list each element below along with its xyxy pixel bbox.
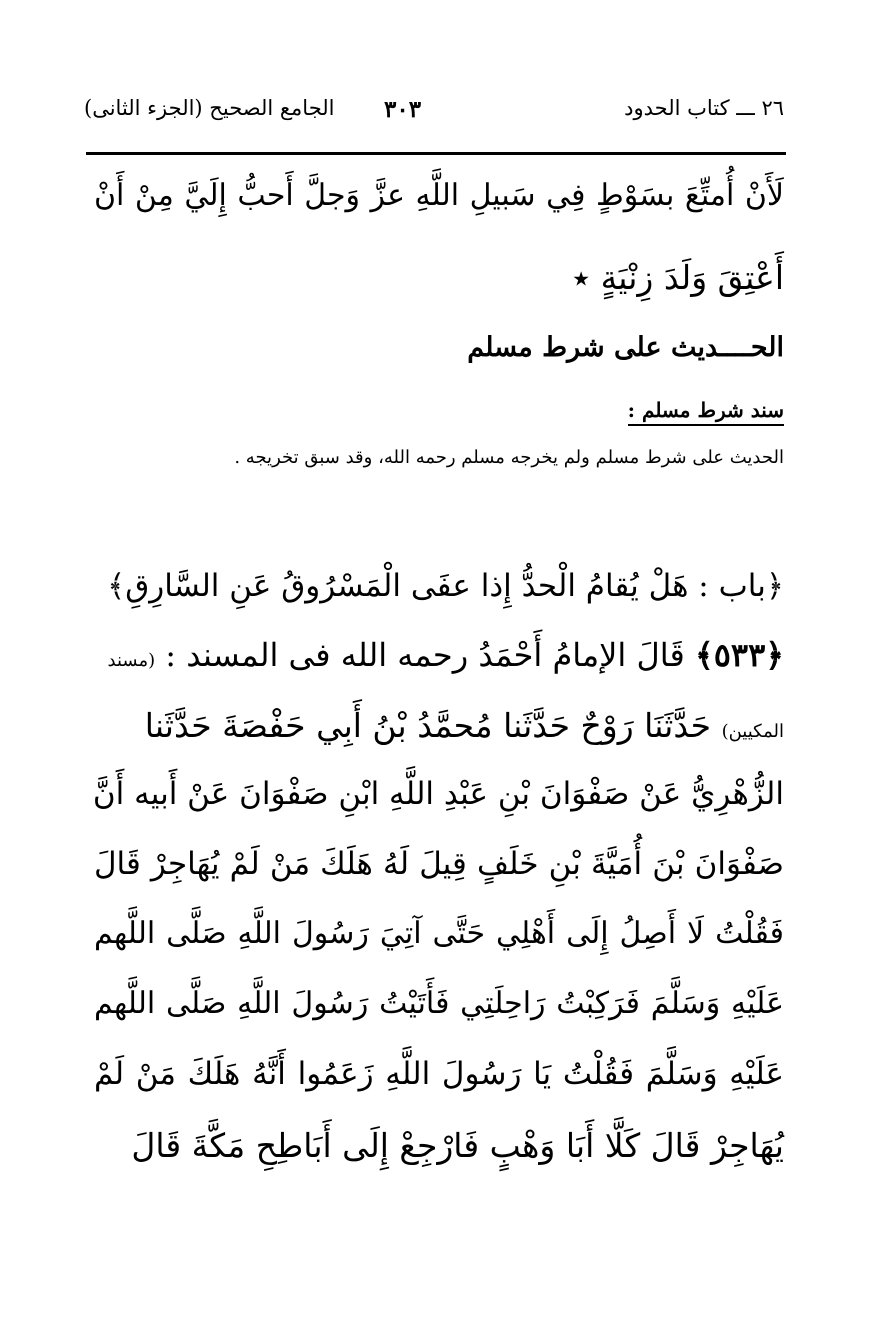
hadith-text-line: أَعْتِقَ وَلَدَ زِنْيَةٍ ٭ [572,258,784,297]
hadith-text-line: لَأَنْ أُمتِّعَ بسَوْطٍ فِي سَبيلِ اللَّهِ عزَّ وَجلَّ أَحبُّ إِلَيَّ مِنْ أَنْ [94,178,784,213]
note-heading [628,398,784,422]
hadith-text-line: صَفْوَانَ بْنَ أُمَيَّةَ بْنِ خَلَفٍ قِيلَ لَهُ هَلَكَ مَنْ لَمْ يُهَاجِرْ قَالَ [94,846,784,882]
source-note: (مسند [107,650,156,671]
chapter-heading: ٢٦ ـــ كتاب الحدود [624,96,784,120]
hadith-text-line: عَلَيْهِ وَسَلَّمَ فَقُلْتُ يَا رَسُولَ اللَّهِ زَعَمُوا أَنَّهُ هَلَكَ مَنْ لَمْ [94,1056,784,1092]
hadith-number: ﴿٥٣٣﴾ [694,636,784,674]
chapter-title: ﴿باب : هَلْ يُقامُ الْحدُّ إِذا عفَى الْمَسْرُوقُ عَنِ السَّارِقِ﴾ [107,568,784,604]
header-divider [86,152,786,155]
hadith-intro-line [108,636,785,674]
book-title: الجامع الصحيح (الجزء الثانى) [84,96,335,120]
hadith-text-line: عَلَيْهِ وَسَلَّمَ فَرَكِبْتُ رَاحِلَتِي فَأَتَيْتُ رَسُولَ اللَّهِ صَلَّى اللَّهم [94,986,784,1021]
source-note: المكيين) [721,721,784,742]
hadith-text-line: فَقُلْتُ لَا أَصِلُ إِلَى أَهْلِي حَتَّى آتِيَ رَسُولَ اللَّهِ صَلَّى اللَّهم [94,916,784,951]
page-number: ٣٠٣ [384,96,422,123]
note-label: سند شرط مسلم : [628,398,784,426]
note-text: الحديث على شرط مسلم ولم يخرجه مسلم رحمه الله، وقد سبق تخريجه . [234,447,784,468]
hadith-chain: حَدَّثَنَا رَوْحٌ حَدَّثَنا مُحمَّدُ بْنُ أَبِي حَفْصَةَ حَدَّثَنا [144,706,712,745]
hadith-text-line: الزُّهْرِيُّ عَنْ صَفْوَانَ بْنِ عَبْدِ اللَّهِ ابْنِ صَفْوَانَ عَنْ أَبيه أَنَّ [92,776,784,812]
hadith-text-line [145,706,784,745]
hadith-grading: الحــــديث على شرط مسلم [467,332,784,363]
running-header [84,96,784,136]
hadith-text-line: يُهَاجِرْ قَالَ كَلَّا أَبَا وَهْبٍ فَارْجِعْ إِلَى أَبَاطِحِ مَكَّةَ قَالَ [131,1126,784,1165]
hadith-intro: قَالَ الإمامُ أَحْمَدُ رحمه الله فى المسند : [165,636,685,674]
